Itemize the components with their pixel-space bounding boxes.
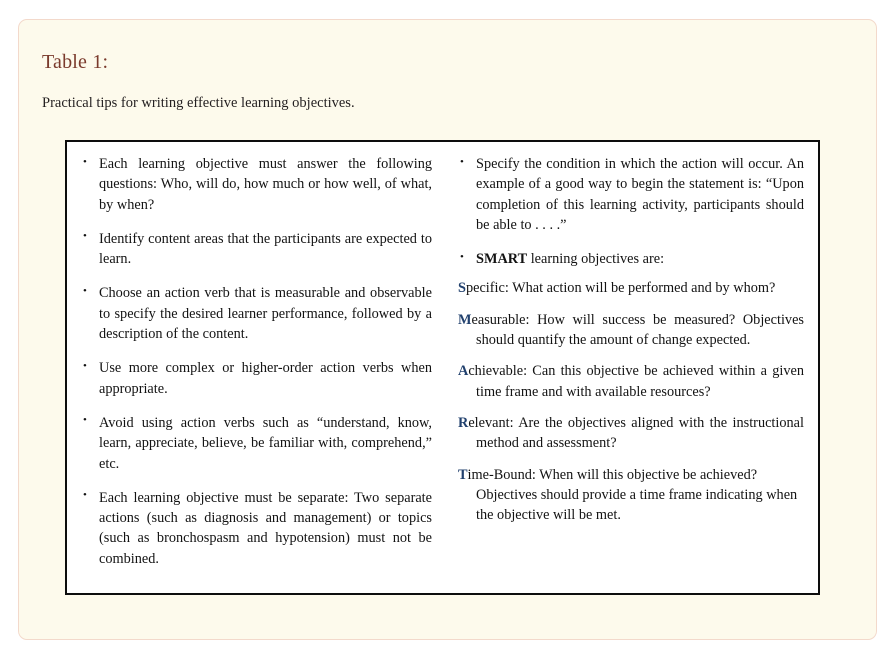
smart-text-relevant: elevant: Are the objectives aligned with the instructional method and assessment? <box>468 414 804 452</box>
page-title: Table 1: <box>42 51 109 73</box>
smart-initial-r: R <box>458 414 469 431</box>
smart-item-relevant <box>458 413 804 454</box>
smart-text-achievable: chievable: Can this objective be achieved within a given time frame and with available resources? <box>468 363 804 400</box>
table-body-box <box>65 140 820 595</box>
smart-heading-item <box>458 249 804 269</box>
smart-text-specific: pecific: What action will be performed and by whom? <box>465 280 776 297</box>
smart-text-measurable: easurable: How will success be measured? Objectives should quantify the amount of change expected. <box>471 311 804 349</box>
list-item: • Avoid using action verbs such as “understand, know, learn, appreciate, believe, be familiar with, comprehend,” etc. <box>81 413 432 474</box>
smart-initial-m: M <box>458 311 472 328</box>
list-item: • Use more complex or higher-order action verbs when appropriate. <box>81 358 432 399</box>
smart-item-time-bound <box>458 465 804 526</box>
smart-heading-rest: learning objectives are: <box>527 251 665 268</box>
smart-acronym-label: SMART <box>476 251 528 268</box>
smart-initial-t: T <box>458 466 468 483</box>
table-right-column <box>450 142 818 593</box>
list-item: • Choose an action verb that is measurable and observable to specify the desired learner performance, followed by a description of the content. <box>81 283 432 344</box>
smart-item-measurable <box>458 310 804 351</box>
smart-initial-s: S <box>458 280 466 297</box>
list-item: • Specify the condition in which the action will occur. An example of a good way to begin the statement is: “Upon completion of this learning activity, participants should be able to . . . .” <box>458 154 804 235</box>
left-column-bullet-list <box>81 154 432 569</box>
table-card <box>18 19 877 640</box>
smart-text-time-bound: ime-Bound: When will this objective be achieved? Objectives should provide a time frame indicating when the objective will be met. <box>467 466 798 524</box>
smart-item-specific <box>458 278 804 298</box>
list-item: • Each learning objective must be separate: Two separate actions (such as diagnosis and management) or topics (such as bronchospasm and hypotension) must not be combined. <box>81 488 432 569</box>
list-item: • Each learning objective must answer the following questions: Who, will do, how much or how well, of what, by when? <box>81 154 432 215</box>
list-item: • Identify content areas that the participants are expected to learn. <box>81 229 432 270</box>
smart-item-achievable <box>458 361 804 402</box>
table-caption: Practical tips for writing effective learning objectives. <box>42 95 355 111</box>
right-column-bullet-list <box>458 154 804 269</box>
smart-initial-a: A <box>458 363 469 380</box>
smart-definition-list <box>458 278 804 525</box>
table-left-column <box>67 142 450 593</box>
